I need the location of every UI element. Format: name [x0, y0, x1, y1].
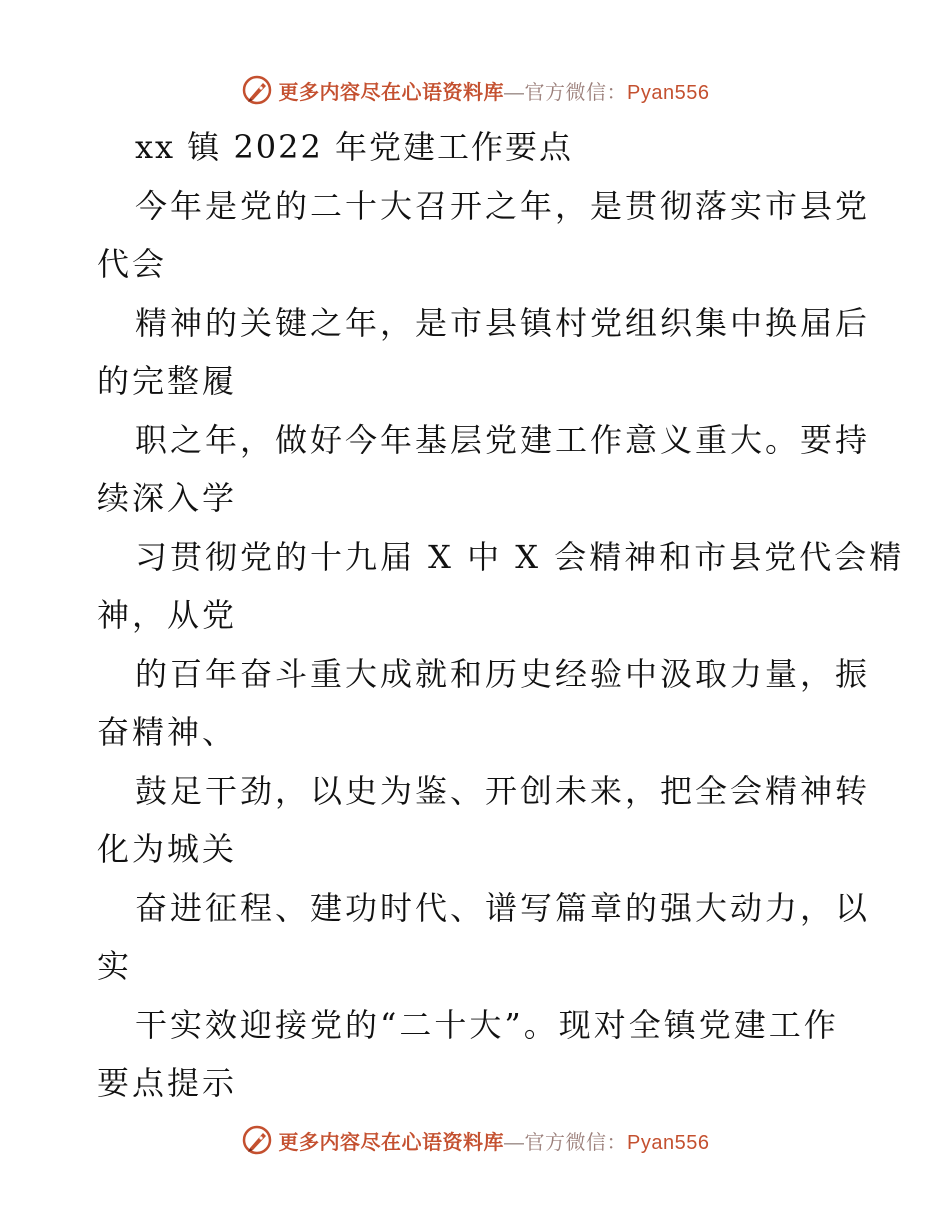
- quill-pen-logo-icon: [241, 74, 273, 106]
- header-banner: [0, 70, 950, 110]
- paragraph-line: 奋进征程、建功时代、谱写篇章的强大动力，以: [135, 888, 871, 927]
- paragraph-line: 职之年，做好今年基层党建工作意义重大。要持: [135, 420, 871, 459]
- banner-wechat-label: 官方微信：: [524, 1131, 628, 1154]
- quill-pen-logo-icon: [241, 1124, 273, 1156]
- paragraph-line: 今年是党的二十大召开之年，是贯彻落实市县党: [135, 186, 871, 225]
- paragraph-line: 精神的关键之年，是市县镇村党组织集中换届后: [135, 303, 871, 342]
- banner-main-text: 更多内容尽在心语资料库: [278, 1131, 505, 1154]
- header-banner-inner: [241, 74, 710, 106]
- document-title: xx 镇 2022 年党建工作要点: [135, 128, 574, 166]
- banner-wechat-id: Pyan556: [627, 1131, 710, 1154]
- paragraph-line: 神，从党: [97, 596, 238, 634]
- paragraph-line: 实: [97, 947, 133, 985]
- banner-wechat-label: 官方微信：: [524, 81, 628, 104]
- paragraph-line: 要点提示: [97, 1064, 238, 1102]
- banner-separator: —: [504, 1131, 525, 1154]
- paragraph-line: 代会: [97, 245, 168, 283]
- paragraph-line: 习贯彻党的十九届 X 中 X 会精神和市县党代会精: [135, 537, 905, 576]
- paragraph-line: 的完整履: [97, 362, 238, 400]
- banner-wechat-id: Pyan556: [627, 81, 710, 104]
- banner-separator: —: [504, 81, 525, 104]
- footer-banner-text: [279, 1126, 710, 1155]
- paragraph-line: 干实效迎接党的“二十大”。现对全镇党建工作: [135, 1005, 839, 1044]
- paragraph-line: 续深入学: [97, 479, 238, 517]
- paragraph-line: 化为城关: [97, 830, 238, 868]
- header-banner-text: [279, 76, 710, 105]
- document-body: [97, 118, 905, 1113]
- paragraph-line: 的百年奋斗重大成就和历史经验中汲取力量，振: [135, 654, 871, 693]
- paragraph-line: 奋精神、: [97, 713, 238, 751]
- banner-main-text: 更多内容尽在心语资料库: [278, 81, 505, 104]
- footer-banner-inner: [241, 1124, 710, 1156]
- footer-banner: [0, 1120, 950, 1160]
- paragraph-line: 鼓足干劲，以史为鉴、开创未来，把全会精神转: [135, 771, 871, 810]
